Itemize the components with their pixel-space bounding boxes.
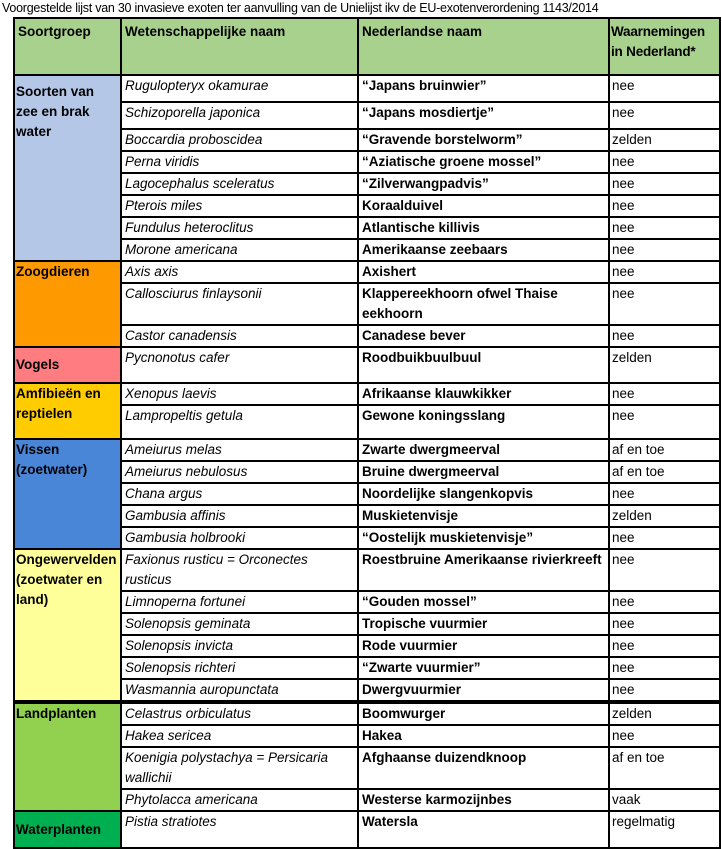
scientific-name-cell: Solenopsis richteri [121, 657, 358, 679]
scientific-name-cell: Schizoporella japonica [121, 102, 358, 129]
table-row [14, 261, 720, 283]
dutch-name-cell: Afrikaanse klauwkikker [358, 383, 609, 405]
dutch-name-cell: Tropische vuurmier [358, 613, 609, 635]
dutch-name-cell: Rode vuurmier [358, 635, 609, 657]
observations-cell: nee [609, 195, 720, 217]
observations-cell: nee [609, 383, 720, 405]
observations-cell: nee [609, 283, 720, 325]
header-dutch-name: Nederlandse naam [358, 18, 609, 75]
group-cell: Amfibieën en reptielen [14, 383, 121, 439]
observations-cell: nee [609, 527, 720, 549]
group-cell: Waterplanten [14, 811, 121, 848]
table-row [14, 811, 720, 848]
scientific-name-cell: Solenopsis invicta [121, 635, 358, 657]
dutch-name-cell: Amerikaanse zeebaars [358, 239, 609, 261]
table-row [14, 439, 720, 461]
scientific-name-cell: Rugulopteryx okamurae [121, 75, 358, 102]
scientific-name-cell: Castor canadensis [121, 325, 358, 347]
scientific-name-cell: Lagocephalus sceleratus [121, 173, 358, 195]
scientific-name-cell: Solenopsis geminata [121, 613, 358, 635]
scientific-name-cell: Wasmannia auropunctata [121, 679, 358, 702]
dutch-name-cell: Westerse karmozijnbes [358, 789, 609, 811]
dutch-name-cell: “Japans mosdiertje” [358, 102, 609, 129]
group-cell: Zoogdieren [14, 261, 121, 347]
dutch-name-cell: Noordelijke slangenkopvis [358, 483, 609, 505]
observations-cell: nee [609, 549, 720, 591]
dutch-name-cell: “Zilverwangpadvis” [358, 173, 609, 195]
observations-cell: nee [609, 239, 720, 261]
group-cell: Vissen (zoetwater) [14, 439, 121, 549]
table-row [14, 702, 720, 725]
table-body [14, 75, 720, 848]
observations-cell: af en toe [609, 747, 720, 789]
scientific-name-cell: Koenigia polystachya = Persicaria wallichii [121, 747, 358, 789]
header-row [14, 18, 720, 75]
dutch-name-cell: Klappereekhoorn ofwel Thaise eekhoorn [358, 283, 609, 325]
observations-cell: nee [609, 75, 720, 102]
observations-cell: nee [609, 635, 720, 657]
dutch-name-cell: “Zwarte vuurmier” [358, 657, 609, 679]
observations-cell: zelden [609, 702, 720, 725]
observations-cell: nee [609, 102, 720, 129]
scientific-name-cell: Gambusia affinis [121, 505, 358, 527]
observations-cell: nee [609, 151, 720, 173]
scientific-name-cell: Pycnonotus cafer [121, 347, 358, 383]
observations-cell: nee [609, 325, 720, 347]
scientific-name-cell: Boccardia proboscidea [121, 129, 358, 151]
dutch-name-cell: “Gravende borstelworm” [358, 129, 609, 151]
dutch-name-cell: Muskietenvisje [358, 505, 609, 527]
dutch-name-cell: Hakea [358, 725, 609, 747]
group-cell: Ongewervelden (zoetwater en land) [14, 549, 121, 702]
scientific-name-cell: Gambusia holbrooki [121, 527, 358, 549]
scientific-name-cell: Ameiurus nebulosus [121, 461, 358, 483]
observations-cell: nee [609, 405, 720, 439]
scientific-name-cell: Axis axis [121, 261, 358, 283]
table-row [14, 549, 720, 591]
scientific-name-cell: Fundulus heteroclitus [121, 217, 358, 239]
dutch-name-cell: Canadese bever [358, 325, 609, 347]
dutch-name-cell: Bruine dwergmeerval [358, 461, 609, 483]
observations-cell: nee [609, 483, 720, 505]
dutch-name-cell: Boomwurger [358, 702, 609, 725]
table-row [14, 347, 720, 383]
dutch-name-cell: Roodbuikbuulbuul [358, 347, 609, 383]
observations-cell: nee [609, 173, 720, 195]
observations-cell: nee [609, 613, 720, 635]
scientific-name-cell: Xenopus laevis [121, 383, 358, 405]
observations-cell: zelden [609, 505, 720, 527]
dutch-name-cell: Koraalduivel [358, 195, 609, 217]
dutch-name-cell: Zwarte dwergmeerval [358, 439, 609, 461]
scientific-name-cell: Ameiurus melas [121, 439, 358, 461]
dutch-name-cell: “Oostelijk muskietenvisje” [358, 527, 609, 549]
table-row [14, 383, 720, 405]
dutch-name-cell: Afghaanse duizendknoop [358, 747, 609, 789]
invasive-species-table [13, 17, 721, 849]
observations-cell: zelden [609, 129, 720, 151]
header-group: Soortgroep [14, 18, 121, 75]
scientific-name-cell: Pterois miles [121, 195, 358, 217]
scientific-name-cell: Limnoperna fortunei [121, 591, 358, 613]
scientific-name-cell: Lampropeltis getula [121, 405, 358, 439]
observations-cell: af en toe [609, 439, 720, 461]
scientific-name-cell: Perna viridis [121, 151, 358, 173]
header-observations: Waarnemingen in Nederland* [609, 18, 720, 75]
group-cell: Soorten van zee en brak water [14, 75, 121, 261]
dutch-name-cell: Axishert [358, 261, 609, 283]
observations-cell: af en toe [609, 461, 720, 483]
dutch-name-cell: Roestbruine Amerikaanse rivierkreeft [358, 549, 609, 591]
header-scientific-name: Wetenschappelijke naam [121, 18, 358, 75]
dutch-name-cell: “Aziatische groene mossel” [358, 151, 609, 173]
scientific-name-cell: Callosciurus finlaysonii [121, 283, 358, 325]
observations-cell: nee [609, 261, 720, 283]
dutch-name-cell: Gewone koningsslang [358, 405, 609, 439]
dutch-name-cell: “Gouden mossel” [358, 591, 609, 613]
scientific-name-cell: Chana argus [121, 483, 358, 505]
scientific-name-cell: Phytolacca americana [121, 789, 358, 811]
scientific-name-cell: Morone americana [121, 239, 358, 261]
dutch-name-cell: Dwergvuurmier [358, 679, 609, 702]
scientific-name-cell: Faxionus rusticu = Orconectes rusticus [121, 549, 358, 591]
dutch-name-cell: Watersla [358, 811, 609, 848]
dutch-name-cell: Atlantische killivis [358, 217, 609, 239]
group-cell: Vogels [14, 347, 121, 383]
dutch-name-cell: “Japans bruinwier” [358, 75, 609, 102]
observations-cell: nee [609, 591, 720, 613]
table-row [14, 75, 720, 102]
table-caption: Voorgestelde lijst van 30 invasieve exoten ter aanvulling van de Unielijst ikv de EU-exotenverordening 1143/2014 [2, 1, 599, 15]
scientific-name-cell: Pistia stratiotes [121, 811, 358, 848]
scientific-name-cell: Hakea sericea [121, 725, 358, 747]
observations-cell: nee [609, 217, 720, 239]
observations-cell: zelden [609, 347, 720, 383]
group-cell: Landplanten [14, 702, 121, 811]
observations-cell: regelmatig [609, 811, 720, 848]
observations-cell: nee [609, 725, 720, 747]
observations-cell: vaak [609, 789, 720, 811]
scientific-name-cell: Celastrus orbiculatus [121, 702, 358, 725]
observations-cell: nee [609, 657, 720, 679]
observations-cell: nee [609, 679, 720, 702]
